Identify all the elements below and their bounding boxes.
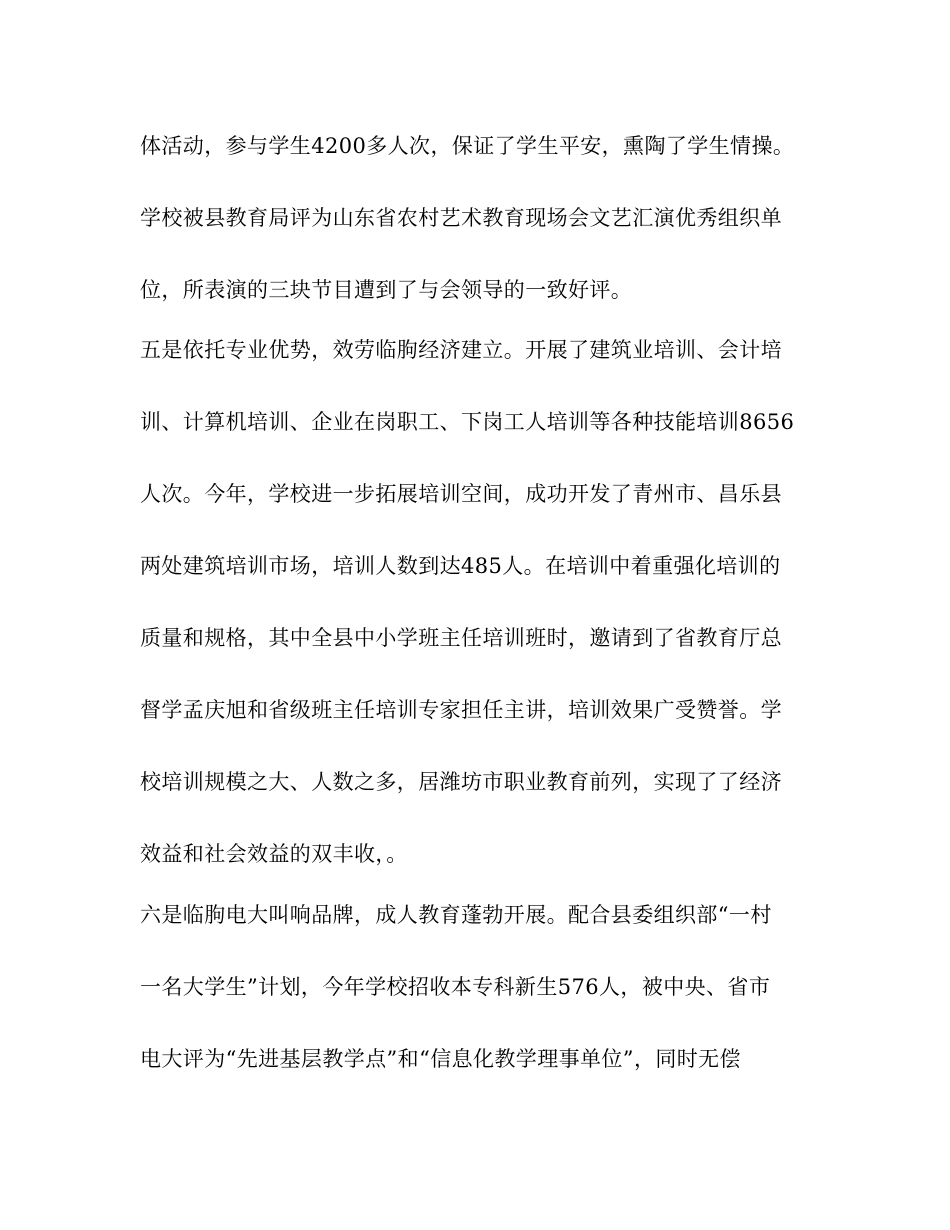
- text-line-4: 五是依托专业优势，效劳临朐经济建立。开展了建筑业培训、会计培: [140, 338, 782, 362]
- text-line-10: 校培训规模之大、人数之多，居潍坊市职业教育前列，实现了了经济: [140, 770, 782, 794]
- text-line-9: 督学孟庆旭和省级班主任培训专家担任主讲，培训效果广受赞誉。学: [140, 698, 782, 722]
- text-line-12: 六是临朐电大叫响品牌，成人教育蓬勃开展。配合县委组织部“一村: [140, 903, 772, 927]
- text-line-3: 位，所表演的三块节目遭到了与会领导的一致好评。: [140, 278, 633, 302]
- text-line-1: 体活动，参与学生4200多人次，保证了学生平安，熏陶了学生情操。: [140, 134, 795, 158]
- text-line-6: 人次。今年，学校进一步拓展培训空间，成功开发了青州市、昌乐县: [140, 482, 782, 506]
- text-line-14: 电大评为“先进基层教学点”和“信息化教学理事单位”，同时无偿: [140, 1047, 741, 1071]
- text-line-7: 两处建筑培训市场，培训人数到达485人。在培训中着重强化培训的: [140, 554, 781, 578]
- text-line-11: 效益和社会效益的双丰收，。: [140, 842, 408, 866]
- text-line-5: 训、计算机培训、企业在岗职工、下岗工人培训等各种技能培训8656: [140, 410, 795, 434]
- text-line-2: 学校被县教育局评为山东省农村艺术教育现场会文艺汇演优秀组织单: [140, 206, 782, 230]
- text-line-8: 质量和规格，其中全县中小学班主任培训班时，邀请到了省教育厅总: [140, 626, 782, 650]
- text-line-13: 一名大学生”计划，今年学校招收本专科新生576人，被中央、省市: [140, 975, 771, 999]
